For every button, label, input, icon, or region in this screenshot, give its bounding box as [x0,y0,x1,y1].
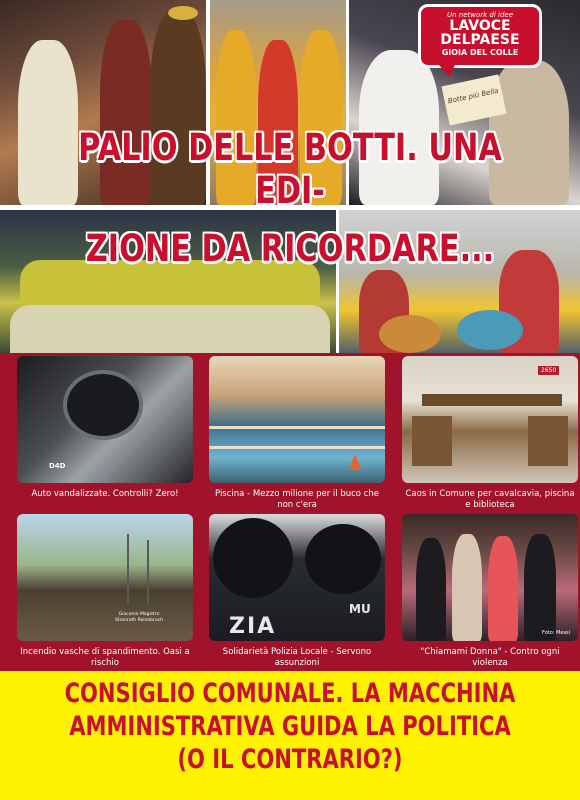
council-desk [528,416,568,466]
barrel-icon [457,310,523,350]
traffic-cone-icon [349,454,361,470]
headline-line1[interactable]: PALIO DELLE BOTTI. UNA EDI- [78,126,502,212]
pool-lane-line [209,426,385,429]
figure-woman [488,536,518,641]
figure-woman [416,538,446,641]
article-image [17,356,193,483]
car-badge: D4D [49,462,66,470]
article-image [209,356,385,483]
footer-line3: (O IL CONTRARIO?) [177,744,403,775]
figure-woman [452,534,482,641]
site-logo[interactable] [418,4,542,68]
headline-line2[interactable]: ZIONE DA RICORDARE... [85,227,495,270]
article-image [402,514,578,641]
footer-line1: CONSIGLIO COMUNALE. LA MACCHINA [64,678,516,709]
footer-headline[interactable] [0,671,580,800]
article-caption: Caos in Comune per cavalcavia, piscina e biblioteca [405,489,575,510]
car-mirror-icon [63,370,143,440]
pool-lane-line [209,446,385,449]
article-caption: Solidarietà Polizia Locale - Servono assunzioni [222,647,372,668]
fence-post [147,540,149,604]
award-sign: Botte più Bella [441,74,506,125]
screen-counter: 2650 [538,366,559,375]
footer-line2: AMMINISTRATIVA GUIDA LA POLITICA [69,711,511,742]
article-image [402,356,578,483]
fence-post [127,534,129,604]
photo-credit: Giacomo Magistro Stronrath Reinebruch [114,612,164,623]
article-card-swimming-pool[interactable] [209,356,385,511]
uniform-text-left: ZIA [229,614,277,639]
article-card-council-chaos[interactable] [402,356,578,511]
logo-tagline: Un network di idee [446,11,514,19]
officer-silhouette [213,518,293,598]
article-image [209,514,385,641]
team-row-front [10,305,330,353]
logo-name-line1: LAVOCE [449,18,511,34]
council-desk [412,416,452,466]
article-image [17,514,193,641]
figure-woman [524,534,556,641]
article-caption: Incendio vasche di spandimento. Oasi a rischio [20,647,190,668]
officer-silhouette [305,524,381,594]
barrel-icon [379,315,441,353]
crown-icon [168,6,198,20]
article-card-fire[interactable] [17,514,193,669]
logo-city: GIOIA DEL COLLE [441,48,519,57]
council-bench [422,394,562,406]
article-caption: Auto vandalizzate. Controlli? Zero! [31,489,179,499]
article-caption: "Chiamami Donna" - Contro ogni violenza [420,647,560,668]
article-card-chiamami-donna[interactable] [402,514,578,669]
article-card-car-vandalism[interactable] [17,356,193,500]
article-caption: Piscina - Mezzo milione per il buco che non c'era [215,489,379,510]
article-card-local-police[interactable] [209,514,385,669]
uniform-text-right: MU [349,602,371,616]
photo-credit: Foto: Messi [542,630,571,636]
logo-name-line2: DELPAESE [440,32,520,48]
